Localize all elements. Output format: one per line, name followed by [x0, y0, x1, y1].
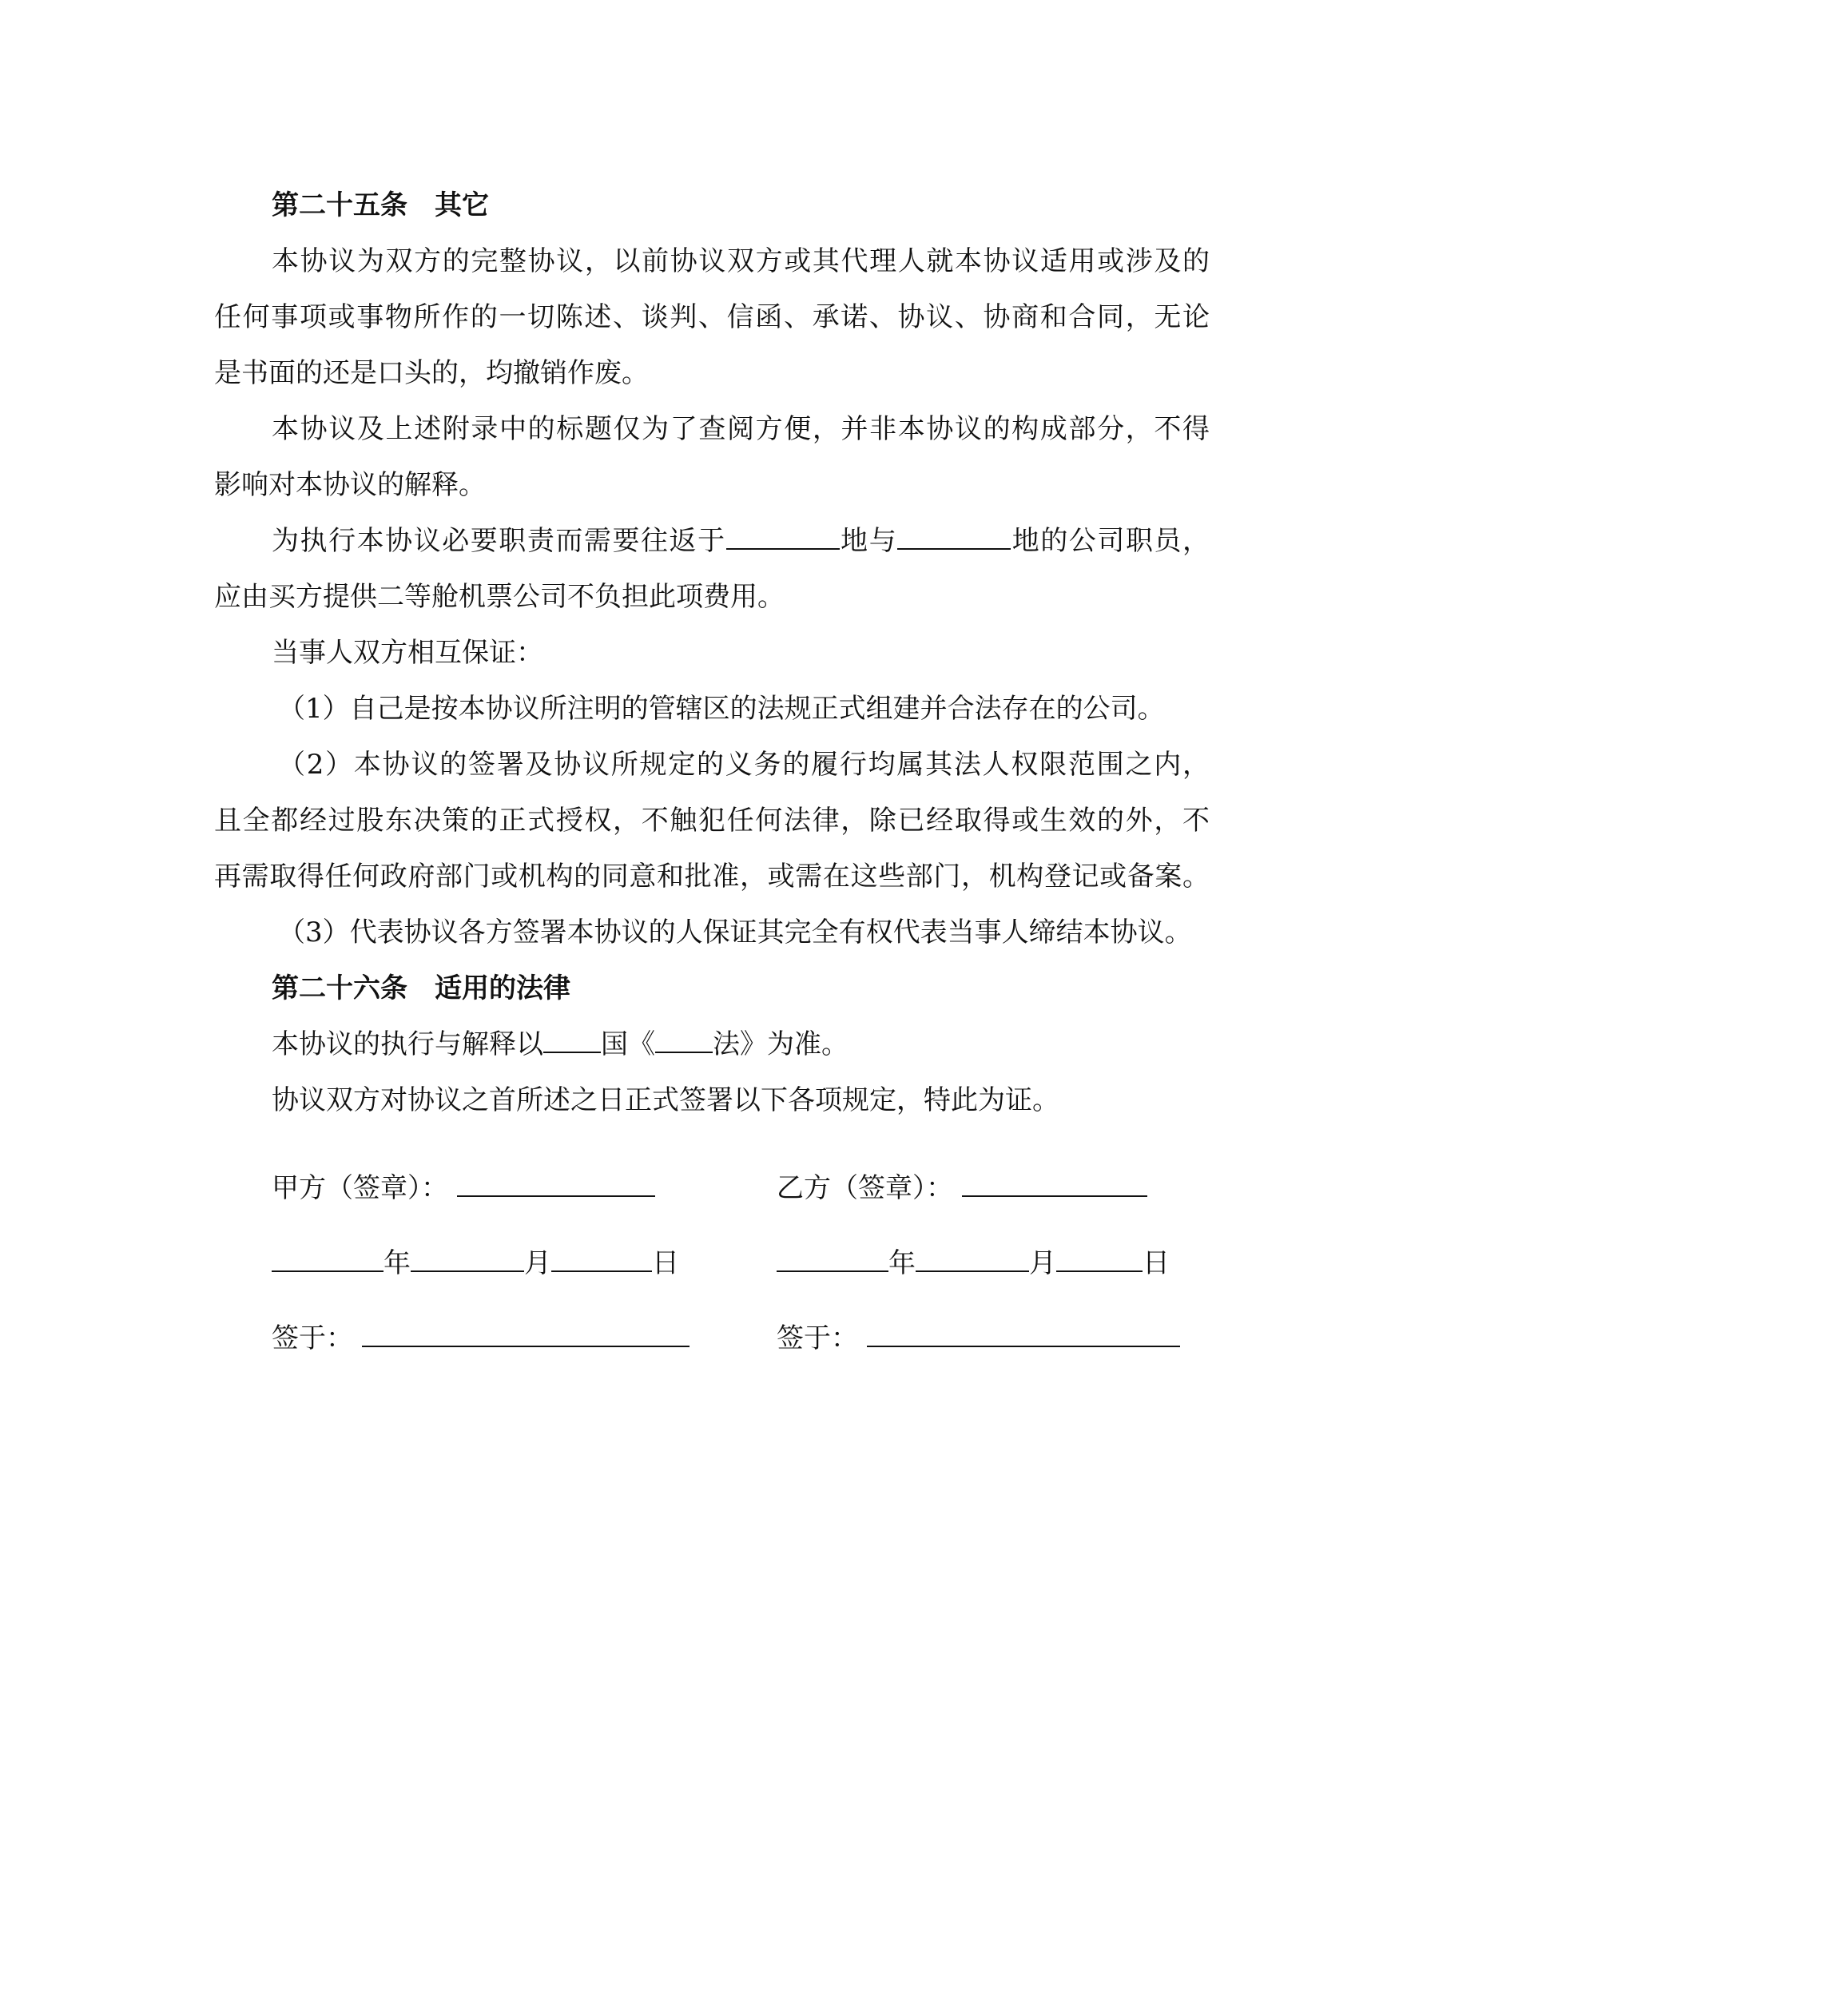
article-25-paragraph-2-line-2: 影响对本协议的解释。: [214, 469, 486, 501]
party-b-signed-at: [777, 1310, 1180, 1366]
party-a-month-label: 月: [524, 1247, 551, 1279]
article-25-paragraph-1-line-3: 是书面的还是口头的，均撤销作废。: [214, 357, 649, 389]
blank-origin-location[interactable]: [726, 524, 840, 550]
party-b-month-label: 月: [1029, 1247, 1056, 1279]
article-25-paragraph-2-line-1: 本协议及上述附录中的标题仅为了查阅方便，并非本协议的构成部分，不得: [272, 413, 1210, 445]
signature-row-dates: [272, 1235, 1230, 1310]
party-b-signed-at-line[interactable]: [867, 1317, 1180, 1347]
party-a-year-label: 年: [384, 1247, 411, 1279]
party-b-month-line[interactable]: [916, 1242, 1029, 1272]
article-26-heading: 第二十六条 适用的法律: [272, 972, 570, 1004]
article-25-heading: 第二十五条 其它: [272, 189, 489, 221]
warranty-item-3: （3）代表协议各方签署本协议的人保证其完全有权代表当事人缔结本协议。: [278, 917, 1192, 948]
governing-law-text-start: 本协议的执行与解释以: [272, 1028, 543, 1060]
party-b-date: [777, 1235, 1170, 1291]
party-a-day-label: 日: [652, 1247, 679, 1279]
party-a-month-line[interactable]: [411, 1242, 524, 1272]
blank-law-name[interactable]: [655, 1028, 713, 1053]
warranty-item-2-line-3: 再需取得任何政府部门或机构的同意和批准，或需在这些部门，机构登记或备案。: [214, 861, 1210, 893]
party-a-year-line[interactable]: [272, 1242, 384, 1272]
travel-text-start: 为执行本协议必要职责而需要往返于: [272, 525, 726, 557]
warranty-item-1: （1）自己是按本协议所注明的管辖区的法规正式组建并合法存在的公司。: [278, 693, 1165, 725]
party-b-label: 乙方（签章）：: [777, 1172, 953, 1204]
document-body: [214, 177, 1210, 1128]
party-a-signed-at-line[interactable]: [362, 1317, 690, 1347]
governing-law-text-middle: 国《: [601, 1028, 655, 1060]
article-26-paragraph-2: 协议双方对协议之首所述之日正式签署以下各项规定，特此为证。: [272, 1084, 1059, 1116]
party-a-label: 甲方（签章）：: [272, 1172, 448, 1204]
warranty-item-2-line-1: （2）本协议的签署及协议所规定的义务的履行均属其法人权限范围之内，: [278, 749, 1210, 781]
blank-destination-location[interactable]: [897, 524, 1011, 550]
party-a-signed-at-label: 签于：: [272, 1322, 353, 1354]
article-25-paragraph-3-line-1: [214, 513, 1210, 569]
party-a-signature: [272, 1160, 655, 1216]
party-b-signed-at-label: 签于：: [777, 1322, 858, 1354]
party-b-signature: [777, 1160, 1147, 1216]
party-b-day-line[interactable]: [1056, 1242, 1143, 1272]
signature-block: [272, 1160, 1230, 1386]
party-a-day-line[interactable]: [551, 1242, 652, 1272]
travel-text-end: 地的公司职员，: [1011, 525, 1210, 557]
signature-row-location: [272, 1310, 1230, 1386]
signature-row-parties: [272, 1160, 1230, 1235]
article-26-paragraph-1: [214, 1016, 1210, 1072]
party-a-date: [272, 1235, 679, 1291]
article-25-paragraph-1-line-1: 本协议为双方的完整协议，以前协议双方或其代理人就本协议适用或涉及的: [272, 245, 1210, 277]
article-25-mutual-warranty: 当事人双方相互保证：: [272, 637, 543, 669]
warranty-item-2-line-2: 且全都经过股东决策的正式授权，不触犯任何法律，除已经取得或生效的外，不: [214, 805, 1210, 837]
party-b-day-label: 日: [1143, 1247, 1170, 1279]
travel-text-middle: 地与: [839, 525, 898, 557]
article-25-paragraph-3-line-2: 应由买方提供二等舱机票公司不负担此项费用。: [214, 581, 785, 613]
party-a-signed-at: [272, 1310, 690, 1366]
blank-country[interactable]: [543, 1028, 601, 1053]
party-b-year-label: 年: [888, 1247, 916, 1279]
party-b-signature-line[interactable]: [962, 1167, 1147, 1197]
party-a-signature-line[interactable]: [457, 1167, 655, 1197]
article-25-paragraph-1-line-2: 任何事项或事物所作的一切陈述、谈判、信函、承诺、协议、协商和合同，无论: [214, 301, 1210, 333]
party-b-year-line[interactable]: [777, 1242, 888, 1272]
governing-law-text-end: 法》为准。: [713, 1028, 848, 1060]
